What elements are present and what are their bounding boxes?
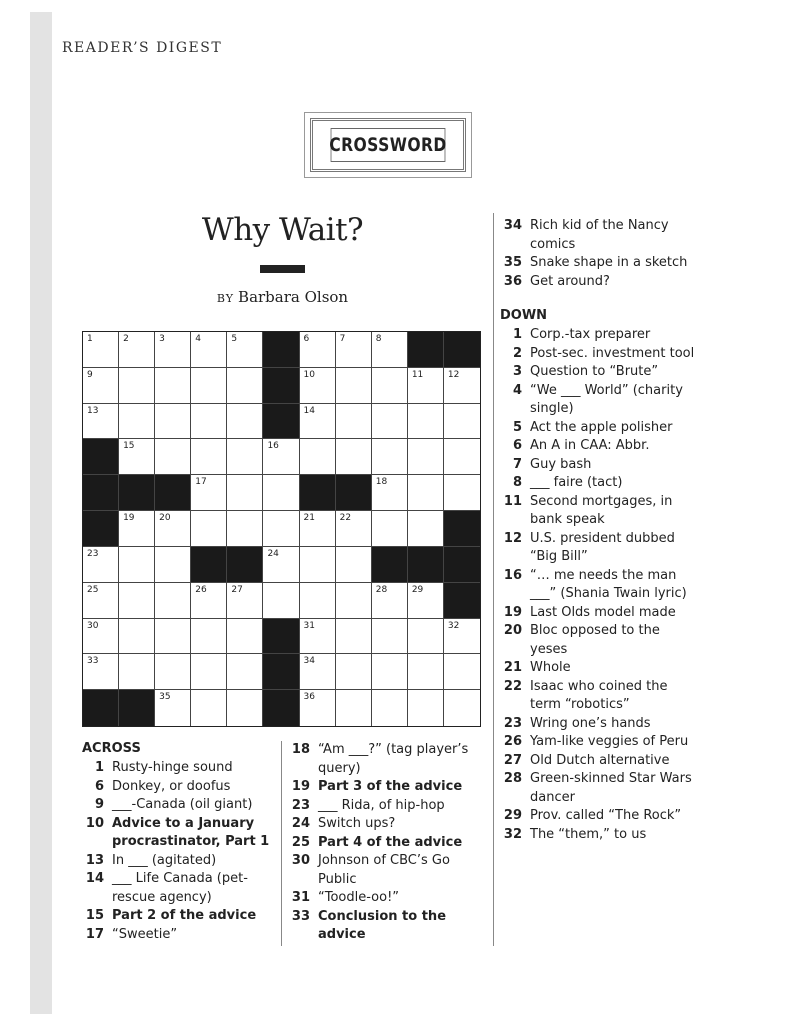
- grid-cell[interactable]: [155, 690, 191, 726]
- grid-cell[interactable]: [408, 511, 444, 547]
- grid-cell[interactable]: [444, 654, 480, 690]
- clue-item-text: Bloc opposed to the yeses: [530, 623, 660, 657]
- grid-cell[interactable]: [300, 619, 336, 655]
- scan-margin-strip: [30, 12, 52, 1014]
- grid-black-square: [263, 619, 299, 655]
- grid-cell[interactable]: [444, 619, 480, 655]
- clue-number: 25: [87, 584, 99, 595]
- clue-number: 8: [375, 334, 382, 344]
- clue-number: 34: [303, 656, 315, 667]
- clue-item-text: Advice to a January procrastinator, Part 1: [112, 815, 270, 849]
- grid-cell[interactable]: [336, 439, 372, 475]
- clue-number: 36: [303, 692, 315, 703]
- clue-item-number: 15: [85, 908, 104, 923]
- grid-cell[interactable]: [227, 439, 263, 475]
- clue-item-number: 13: [85, 852, 104, 868]
- clue-number: 13: [87, 405, 99, 416]
- grid-cell[interactable]: [444, 404, 480, 440]
- clue-item-number: 5: [512, 419, 522, 435]
- grid-black-square: [263, 654, 299, 690]
- clue-item-text: Green-skinned Star Wars dancer: [530, 771, 692, 805]
- clue-item-number: 27: [503, 752, 522, 768]
- byline-prefix: BY: [216, 292, 235, 305]
- grid-cell[interactable]: [155, 332, 191, 368]
- clue-number: 14: [303, 405, 315, 416]
- grid-cell[interactable]: [263, 511, 299, 547]
- clue-item: [500, 659, 700, 678]
- clue-item-text: ___ Rida, of hip-hop: [318, 797, 445, 813]
- grid-cell[interactable]: [119, 439, 155, 475]
- clue-number: 29: [411, 584, 424, 595]
- grid-black-square: [119, 690, 155, 726]
- clue-item: [82, 926, 272, 945]
- clue-item-number: 31: [291, 890, 310, 905]
- clue-item: [500, 622, 700, 659]
- grid-black-square: [372, 547, 408, 583]
- grid-cell[interactable]: [155, 368, 191, 404]
- clue-item-number: 34: [503, 218, 522, 233]
- grid-cell[interactable]: [191, 690, 227, 726]
- clues-column-3: [500, 217, 700, 844]
- clue-item-text: Wring one’s hands: [530, 715, 651, 731]
- grid-cell[interactable]: [119, 583, 155, 619]
- grid-cell[interactable]: [263, 439, 299, 475]
- clue-item-number: 32: [503, 826, 522, 842]
- clue-item: [288, 908, 488, 945]
- grid-cell[interactable]: [227, 619, 263, 655]
- clue-item-number: 22: [503, 678, 522, 694]
- clue-item-text: Old Dutch alternative: [530, 752, 670, 768]
- section-banner-label: CROSSWORD: [331, 128, 446, 162]
- clue-item-text: Guy bash: [530, 456, 592, 472]
- clue-item-text: Part 4 of the advice: [318, 834, 463, 850]
- grid-cell[interactable]: [372, 583, 408, 619]
- clue-item: [500, 826, 700, 845]
- across-clues-column-2: [288, 741, 488, 945]
- grid-cell[interactable]: [119, 654, 155, 690]
- clue-number: 22: [339, 513, 352, 524]
- clue-item: [500, 678, 700, 715]
- clue-number: 9: [87, 369, 93, 380]
- clue-item-text: U.S. president dubbed “Big Bill”: [530, 530, 675, 564]
- clue-item: [288, 815, 488, 834]
- clue-item-number: 26: [503, 734, 522, 749]
- clue-item-text: The “them,” to us: [530, 826, 647, 842]
- clue-item: [500, 345, 700, 364]
- clue-number: 6: [303, 334, 310, 344]
- grid-cell[interactable]: [408, 690, 444, 726]
- clue-item: [500, 217, 700, 254]
- clue-item: [288, 797, 488, 816]
- clue-item: [500, 733, 700, 752]
- clue-item-number: 9: [94, 797, 104, 812]
- grid-cell[interactable]: [83, 583, 119, 619]
- clue-item: [500, 273, 700, 292]
- grid-cell[interactable]: [191, 619, 227, 655]
- grid-cell[interactable]: [191, 511, 227, 547]
- clue-item-number: 14: [85, 871, 104, 886]
- grid-cell[interactable]: [227, 511, 263, 547]
- grid-black-square: [119, 475, 155, 511]
- grid-cell[interactable]: [372, 475, 408, 511]
- grid-cell[interactable]: [191, 368, 227, 404]
- clue-item: [82, 870, 272, 907]
- grid-cell[interactable]: [83, 332, 119, 368]
- grid-cell[interactable]: [444, 690, 480, 726]
- grid-cell[interactable]: [336, 547, 372, 583]
- grid-cell[interactable]: [300, 690, 336, 726]
- grid-cell[interactable]: [372, 332, 408, 368]
- clue-number: 1: [87, 334, 93, 344]
- clue-item: [500, 604, 700, 623]
- clue-item-text: Switch ups?: [318, 816, 396, 831]
- grid-cell[interactable]: [444, 368, 480, 404]
- clue-item: [500, 770, 700, 807]
- grid-black-square: [191, 547, 227, 583]
- clue-item-text: Part 3 of the advice: [318, 779, 463, 794]
- grid-black-square: [444, 583, 480, 619]
- grid-cell[interactable]: [408, 654, 444, 690]
- running-head: READER’S DIGEST: [62, 40, 223, 56]
- grid-black-square: [444, 547, 480, 583]
- clue-item-text: Post-sec. investment tool: [530, 345, 695, 361]
- grid-cell[interactable]: [83, 619, 119, 655]
- clue-item-number: 20: [503, 623, 522, 638]
- clue-item-number: 12: [503, 530, 522, 546]
- clue-item-number: 11: [503, 493, 522, 509]
- grid-cell[interactable]: [300, 332, 336, 368]
- grid-black-square: [83, 439, 119, 475]
- grid-cell[interactable]: [191, 404, 227, 440]
- grid-cell[interactable]: [336, 690, 372, 726]
- grid-cell[interactable]: [119, 368, 155, 404]
- clue-number: 10: [303, 369, 315, 380]
- clue-item: [500, 752, 700, 771]
- clue-item: [288, 741, 488, 778]
- grid-cell[interactable]: [300, 404, 336, 440]
- grid-cell[interactable]: [263, 475, 299, 511]
- clue-item: [500, 437, 700, 456]
- clue-item-number: 24: [291, 816, 310, 831]
- grid-cell[interactable]: [372, 654, 408, 690]
- grid-cell[interactable]: [372, 404, 408, 440]
- grid-black-square: [408, 547, 444, 583]
- clue-number: 21: [303, 513, 315, 524]
- clue-number: 16: [267, 441, 279, 452]
- grid-cell[interactable]: [408, 475, 444, 511]
- clue-item-number: 36: [503, 273, 522, 289]
- grid-black-square: [83, 690, 119, 726]
- grid-black-square: [263, 368, 299, 404]
- clue-item-number: 6: [94, 778, 104, 794]
- clue-number: 35: [159, 692, 171, 703]
- clue-item-text: Whole: [530, 660, 571, 675]
- clue-number: 20: [159, 513, 171, 524]
- grid-cell[interactable]: [119, 511, 155, 547]
- clue-item: [500, 254, 700, 273]
- grid-cell[interactable]: [119, 332, 155, 368]
- grid-cell[interactable]: [263, 547, 299, 583]
- grid-cell[interactable]: [300, 583, 336, 619]
- clue-item-text: In ___ (agitated): [112, 852, 217, 868]
- clue-item: [500, 326, 700, 345]
- clue-item: [500, 474, 700, 493]
- grid-cell[interactable]: [444, 475, 480, 511]
- clue-item: [288, 889, 488, 908]
- down-heading: DOWN: [500, 308, 548, 323]
- clue-item-text: Act the apple polisher: [530, 419, 673, 435]
- grid-cell[interactable]: [83, 368, 119, 404]
- clue-item-number: 19: [503, 604, 522, 620]
- clue-item: [500, 715, 700, 734]
- clue-item-number: 18: [291, 742, 310, 757]
- title-divider: [260, 265, 305, 273]
- clue-item: [500, 419, 700, 438]
- grid-cell[interactable]: [227, 368, 263, 404]
- grid-cell[interactable]: [155, 619, 191, 655]
- clue-number: 26: [195, 584, 207, 595]
- clue-item-number: 21: [503, 660, 522, 675]
- clue-number: 12: [447, 369, 460, 380]
- clue-item-number: 23: [503, 715, 522, 731]
- grid-black-square: [263, 332, 299, 368]
- grid-cell[interactable]: [119, 619, 155, 655]
- clue-number: 3: [159, 334, 165, 344]
- clue-number: 24: [267, 548, 279, 559]
- clue-item: [288, 834, 488, 853]
- clue-item: [82, 759, 272, 778]
- clue-item-text: ___-Canada (oil giant): [112, 797, 253, 812]
- clue-item: [82, 907, 272, 926]
- clue-item-text: Isaac who coined the term “robotics”: [530, 678, 668, 712]
- grid-cell[interactable]: [227, 690, 263, 726]
- grid-cell[interactable]: [444, 439, 480, 475]
- grid-cell[interactable]: [155, 439, 191, 475]
- grid-cell[interactable]: [83, 654, 119, 690]
- clue-item: [288, 852, 488, 889]
- clue-item-text: Prov. called “The Rock”: [530, 808, 682, 823]
- clue-number: 11: [411, 369, 424, 380]
- clue-item-number: 4: [512, 382, 522, 398]
- grid-cell[interactable]: [227, 475, 263, 511]
- grid-black-square: [263, 404, 299, 440]
- grid-cell[interactable]: [372, 368, 408, 404]
- clue-item-number: 28: [503, 771, 522, 786]
- grid-cell[interactable]: [227, 583, 263, 619]
- clue-item: [82, 796, 272, 815]
- grid-cell[interactable]: [372, 619, 408, 655]
- clue-item-text: Johnson of CBC’s Go Public: [318, 853, 450, 887]
- clue-item-number: 10: [85, 815, 104, 831]
- clue-number: 18: [375, 477, 388, 488]
- clue-number: 17: [195, 477, 207, 488]
- grid-cell[interactable]: [300, 547, 336, 583]
- grid-cell[interactable]: [336, 619, 372, 655]
- clue-item-number: 33: [291, 908, 310, 924]
- clue-item: [500, 456, 700, 475]
- grid-cell[interactable]: [191, 475, 227, 511]
- clue-number: 19: [123, 513, 135, 524]
- clue-item-text: “We ___ World” (charity single): [530, 382, 683, 416]
- grid-cell[interactable]: [227, 654, 263, 690]
- clue-item-text: Part 2 of the advice: [112, 908, 257, 923]
- grid-black-square: [83, 475, 119, 511]
- clue-item-number: 3: [512, 364, 522, 379]
- grid-cell[interactable]: [336, 332, 372, 368]
- grid-cell[interactable]: [336, 511, 372, 547]
- clue-item-text: Question to “Brute”: [530, 364, 659, 379]
- grid-cell[interactable]: [300, 368, 336, 404]
- grid-cell[interactable]: [372, 511, 408, 547]
- clue-item: [82, 778, 272, 797]
- clue-item-text: Second mortgages, in bank speak: [530, 493, 673, 527]
- grid-cell[interactable]: [191, 332, 227, 368]
- clue-item-text: Corp.-tax preparer: [530, 327, 651, 342]
- section-banner: [304, 112, 472, 178]
- byline: [150, 288, 415, 306]
- clue-item-text: ___ faire (tact): [530, 475, 623, 490]
- clue-number: 32: [447, 620, 460, 631]
- clue-item: [500, 493, 700, 530]
- grid-cell[interactable]: [155, 404, 191, 440]
- grid-cell[interactable]: [155, 583, 191, 619]
- clue-item-number: 6: [512, 438, 522, 453]
- clue-number: 4: [195, 334, 201, 344]
- clue-item-text: Get around?: [530, 273, 610, 289]
- across-clues-column-1: [82, 741, 272, 944]
- grid-cell[interactable]: [155, 511, 191, 547]
- clue-item: [500, 567, 700, 604]
- grid-cell[interactable]: [372, 439, 408, 475]
- clue-item-text: Rusty-hinge sound: [112, 760, 233, 775]
- clue-item-number: 19: [291, 779, 310, 794]
- crossword-grid: [82, 331, 481, 727]
- clue-number: 2: [123, 334, 129, 344]
- grid-cell[interactable]: [336, 583, 372, 619]
- clue-number: 7: [339, 334, 346, 344]
- clue-number: 5: [231, 334, 238, 344]
- clue-item-number: 17: [85, 926, 104, 942]
- grid-black-square: [408, 332, 444, 368]
- grid-black-square: [444, 511, 480, 547]
- clue-item: [82, 815, 272, 852]
- grid-black-square: [444, 332, 480, 368]
- clue-item-text: Snake shape in a sketch: [530, 255, 688, 270]
- clue-item-number: 2: [512, 345, 522, 361]
- clue-item-text: An A in CAA: Abbr.: [530, 438, 650, 453]
- clue-number: 30: [87, 620, 99, 631]
- clue-item-number: 1: [512, 327, 522, 342]
- grid-cell[interactable]: [408, 619, 444, 655]
- grid-cell[interactable]: [408, 404, 444, 440]
- puzzle-title: Why Wait?: [201, 212, 364, 248]
- grid-cell[interactable]: [191, 439, 227, 475]
- clue-item: [82, 852, 272, 871]
- clue-item-text: Yam-like veggies of Peru: [530, 734, 689, 749]
- clue-number: 15: [123, 441, 135, 452]
- clue-number: 31: [303, 620, 315, 631]
- clue-item-number: 8: [512, 475, 522, 490]
- clue-item-number: 16: [503, 567, 522, 583]
- clue-item-number: 23: [291, 797, 310, 813]
- grid-black-square: [300, 475, 336, 511]
- clue-item-number: 1: [94, 760, 104, 775]
- across-heading: ACROSS: [82, 741, 141, 756]
- clue-number: 33: [87, 656, 99, 667]
- clue-item-text: Last Olds model made: [530, 604, 676, 620]
- grid-cell[interactable]: [227, 404, 263, 440]
- clue-item-number: 30: [291, 853, 310, 868]
- grid-cell[interactable]: [155, 547, 191, 583]
- grid-cell[interactable]: [227, 332, 263, 368]
- clue-number: 23: [87, 548, 99, 559]
- column-rule-2: [493, 213, 494, 946]
- grid-cell[interactable]: [83, 547, 119, 583]
- clue-item-text: “Toodle-oo!”: [318, 890, 400, 905]
- clue-item-number: 35: [503, 255, 522, 270]
- column-rule-1: [281, 741, 282, 946]
- clue-item-number: 25: [291, 834, 310, 850]
- grid-cell[interactable]: [408, 439, 444, 475]
- grid-cell[interactable]: [300, 654, 336, 690]
- clue-item: [500, 530, 700, 567]
- clue-item: [500, 363, 700, 382]
- clue-item: [288, 778, 488, 797]
- grid-cell[interactable]: [83, 404, 119, 440]
- grid-cell[interactable]: [300, 511, 336, 547]
- grid-cell[interactable]: [408, 368, 444, 404]
- author-name: Barbara Olson: [238, 288, 349, 306]
- grid-cell[interactable]: [372, 690, 408, 726]
- grid-cell[interactable]: [408, 583, 444, 619]
- grid-cell[interactable]: [191, 583, 227, 619]
- grid-cell[interactable]: [119, 404, 155, 440]
- clue-item-text: Donkey, or doofus: [112, 778, 231, 794]
- clue-number: 28: [375, 584, 388, 595]
- clue-item-text: Rich kid of the Nancy comics: [530, 218, 669, 252]
- clue-item-text: “Am ___?” (tag player’s query): [318, 742, 469, 776]
- grid-cell[interactable]: [191, 654, 227, 690]
- grid-cell[interactable]: [119, 547, 155, 583]
- grid-cell[interactable]: [263, 583, 299, 619]
- clue-item: [500, 807, 700, 826]
- grid-black-square: [336, 475, 372, 511]
- clue-number: 27: [231, 584, 243, 595]
- grid-cell[interactable]: [336, 368, 372, 404]
- clue-item-number: 7: [512, 456, 522, 472]
- clue-item-text: Conclusion to the advice: [318, 908, 447, 942]
- grid-black-square: [263, 690, 299, 726]
- grid-cell[interactable]: [155, 654, 191, 690]
- clue-item-text: “… me needs the man ___” (Shania Twain lyric): [530, 567, 687, 601]
- grid-black-square: [155, 475, 191, 511]
- grid-cell[interactable]: [336, 404, 372, 440]
- grid-cell[interactable]: [300, 439, 336, 475]
- grid-black-square: [227, 547, 263, 583]
- clue-item-text: “Sweetie”: [112, 926, 178, 942]
- grid-black-square: [83, 511, 119, 547]
- clue-item-number: 29: [503, 808, 522, 823]
- grid-cell[interactable]: [336, 654, 372, 690]
- clue-item: [500, 382, 700, 419]
- clue-item-text: ___ Life Canada (pet-rescue agency): [112, 871, 248, 905]
